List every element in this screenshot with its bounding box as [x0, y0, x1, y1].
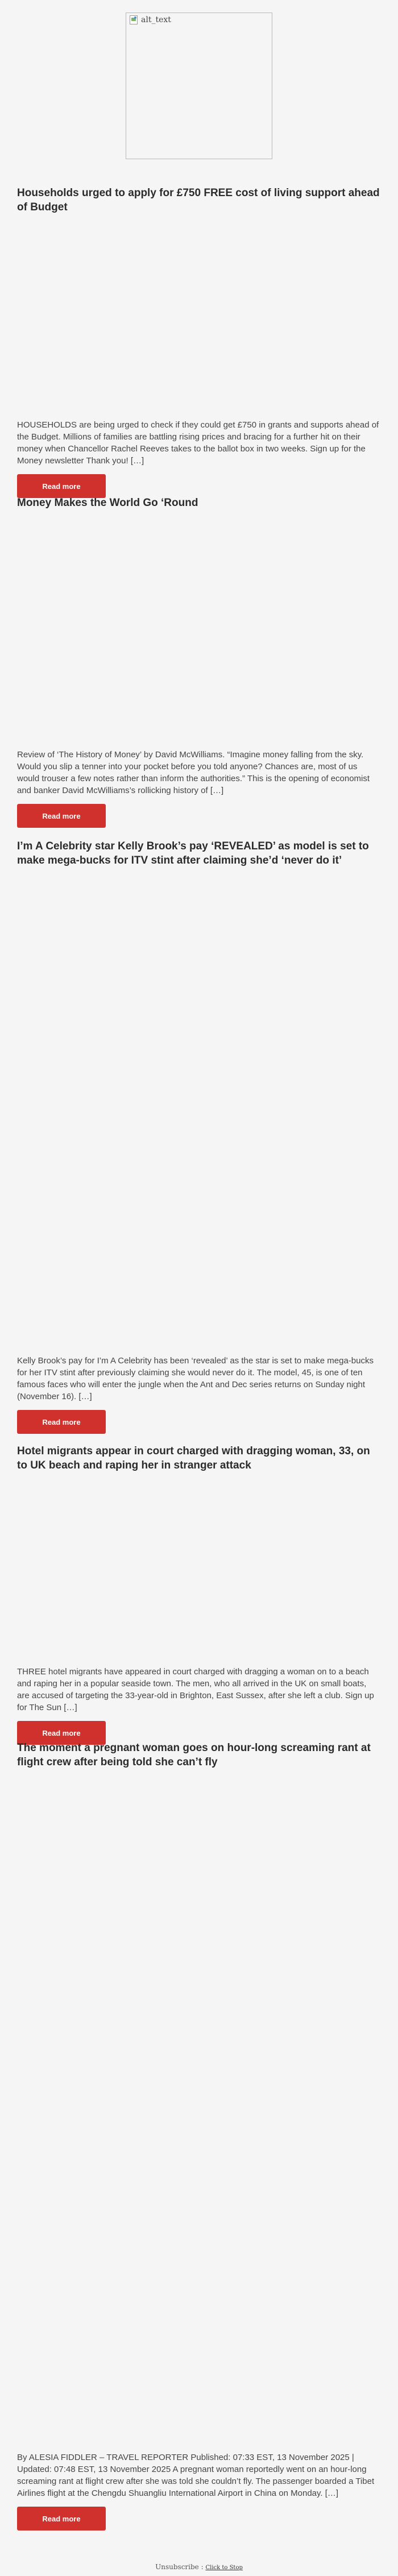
article-image	[17, 1472, 381, 1666]
read-more-button[interactable]: Read more	[17, 1721, 106, 1745]
article-image	[17, 510, 381, 749]
broken-image-icon	[130, 15, 138, 24]
read-more-button[interactable]: Read more	[17, 1410, 106, 1434]
article-image	[17, 1769, 381, 2451]
footer: Unsubscribe : Click to Stop	[155, 2563, 243, 2571]
article-card	[17, 1741, 381, 2531]
article-title[interactable]: The moment a pregnant woman goes on hour-long screaming rant at flight crew after being told she can’t fly	[17, 1742, 371, 1768]
logo-container	[17, 0, 381, 147]
article-excerpt: HOUSEHOLDS are being urged to check if they could get £750 in grants and supports ahead of the Budget. Millions of families are battling rising prices and bracing for a further hit on their money when Chancellor Rachel Reeves takes to the ballot box in two weeks. Sign up for the Money newsletter Thank you! […]	[17, 420, 379, 466]
article-title[interactable]: Households urged to apply for £750 FREE cost of living support ahead of Budget	[17, 187, 380, 213]
article-title[interactable]: Money Makes the World Go ‘Round	[17, 497, 198, 509]
article-excerpt: Kelly Brook’s pay for I’m A Celebrity has been ‘revealed’ as the star is set to make mega-bucks for her ITV stint after previously claiming she would never do it. The model, 45, is one of ten famous faces who will enter the jungle when the Ant and Dec series returns on Sunday night (November 16). […]	[17, 1356, 374, 1401]
article-card	[17, 496, 381, 828]
article-card	[17, 186, 381, 498]
broken-image-placeholder	[130, 15, 171, 24]
article-title[interactable]: Hotel migrants appear in court charged with dragging woman, 33, on to UK beach and raping her in stranger attack	[17, 1445, 370, 1471]
unsubscribe-link[interactable]: Click to Stop	[205, 2565, 243, 2571]
article-title[interactable]: I’m A Celebrity star Kelly Brook’s pay ‘REVEALED’ as model is set to make mega-bucks for ITV stint after claiming she’d ‘never do it’	[17, 840, 369, 866]
read-more-button[interactable]: Read more	[17, 804, 106, 828]
read-more-button[interactable]: Read more	[17, 474, 106, 498]
article-excerpt: Review of ‘The History of Money’ by David McWilliams. “Imagine money falling from the sky. Would you slip a tenner into your pocket before you told anyone? Chances are, most of us would trouser a few notes rather than inform the authorities.” This is the opening of economist and banker David McWilliams’s rollicking history of […]	[17, 750, 370, 795]
article-card	[17, 1444, 381, 1745]
read-more-button[interactable]: Read more	[17, 2507, 106, 2531]
unsubscribe-text: Unsubscribe	[155, 2563, 199, 2571]
article-excerpt: By ALESIA FIDDLER – TRAVEL REPORTER Published: 07:33 EST, 13 November 2025 | Updated: 07:48 EST, 13 November 2025 A pregnant woman reportedly went on an hour-long screaming rant at flight crew after she was told she couldn’t fly. The passenger boarded a Tibet Airlines flight at the Chengdu Shuangliu International Airport in China on Monday. […]	[17, 2453, 375, 2498]
logo-alt-text: alt_text	[141, 15, 171, 24]
logo-image	[126, 13, 272, 159]
article-image	[17, 214, 381, 419]
article-excerpt: THREE hotel migrants have appeared in court charged with dragging a woman on to a beach and raping her in a popular seaside town. The men, who all arrived in the UK on small boats, are accused of targeting the 33-year-old in Brighton, East Sussex, after she left a club. Sign up for The Sun […]	[17, 1667, 374, 1712]
article-image	[17, 868, 381, 1355]
article-card	[17, 839, 381, 1434]
